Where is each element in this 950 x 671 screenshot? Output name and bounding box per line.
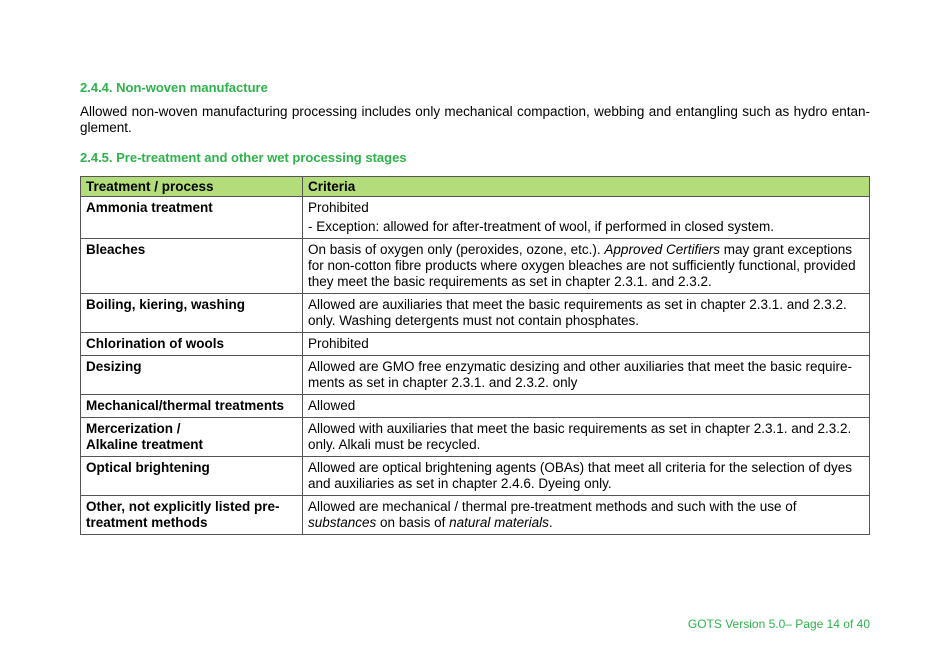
process-line: Alkaline treatment <box>86 437 204 452</box>
process-cell: Other, not explicitly listed pre-treatment methods <box>81 496 303 535</box>
process-cell: Mechanical/thermal treatments <box>81 395 303 418</box>
criteria-emphasis: substances <box>308 515 377 530</box>
table-row <box>81 418 870 457</box>
process-cell: Ammonia treatment <box>81 197 303 239</box>
header-criteria: Criteria <box>303 177 870 197</box>
criteria-text: On basis of oxygen only (peroxides, ozone, etc.). <box>308 242 605 257</box>
criteria-cell: Allowed are optical brightening agents (OBAs) that meet all criteria for the selection of dyes and auxiliaries as set in chapter 2.4.6. Dyeing only. <box>303 457 870 496</box>
criteria-text: . <box>548 515 553 530</box>
criteria-cell: Allowed are GMO free enzymatic desizing and other auxiliaries that meet the basic require-ments as set in chapter 2.3.1. and 2.3.2. only <box>303 356 870 395</box>
table-row <box>81 496 870 535</box>
criteria-emphasis: natural materials <box>449 515 549 530</box>
process-line: Mercerization / <box>86 421 181 436</box>
table-row <box>81 239 870 294</box>
criteria-text: on basis of <box>376 515 450 530</box>
table-header-row <box>81 177 870 197</box>
criteria-cell <box>303 197 870 239</box>
process-cell <box>81 418 303 457</box>
process-cell: Chlorination of wools <box>81 333 303 356</box>
criteria-cell: Allowed with auxiliaries that meet the basic requirements as set in chapter 2.3.1. and 2.3.2. only. Alkali must be recycled. <box>303 418 870 457</box>
criteria-text: Prohibited <box>308 200 369 215</box>
pre-treatment-table <box>80 176 870 535</box>
criteria-text: Allowed are mechanical / thermal pre-treatment methods and such with the use of <box>308 499 797 514</box>
criteria-exception: - Exception: allowed for after-treatment of wool, if performed in closed system. <box>308 219 774 234</box>
criteria-cell <box>303 239 870 294</box>
table-row <box>81 333 870 356</box>
process-cell: Boiling, kiering, washing <box>81 294 303 333</box>
table-row <box>81 457 870 496</box>
header-process: Treatment / process <box>81 177 303 197</box>
process-cell: Desizing <box>81 356 303 395</box>
table-row <box>81 197 870 239</box>
criteria-text: may grant exceptions for non-cotton fibre products where oxygen bleaches are not sufficiently functional, provided they meet the basic requirements as set in chapter 2.3.1. and 2.3.2. <box>308 242 856 289</box>
criteria-cell: Prohibited <box>303 333 870 356</box>
criteria-cell: Allowed are auxiliaries that meet the basic requirements as set in chapter 2.3.1. and 2.3.2. only. Washing detergents must not contain phosphates. <box>303 294 870 333</box>
table-row <box>81 395 870 418</box>
criteria-cell <box>303 496 870 535</box>
non-woven-paragraph: Allowed non-woven manufacturing processing includes only mechanical compaction, webbing and entangling such as hydro entan-glement. <box>80 104 870 135</box>
page-footer: GOTS Version 5.0– Page 14 of 40 <box>687 617 870 631</box>
table-row <box>81 356 870 395</box>
table-row <box>81 294 870 333</box>
process-cell: Bleaches <box>81 239 303 294</box>
process-cell: Optical brightening <box>81 457 303 496</box>
section-heading-pre-treatment: 2.4.5. Pre-treatment and other wet processing stages <box>80 150 407 165</box>
criteria-cell: Allowed <box>303 395 870 418</box>
criteria-emphasis: Approved Certifiers <box>604 242 720 257</box>
section-heading-non-woven: 2.4.4. Non-woven manufacture <box>80 80 268 95</box>
